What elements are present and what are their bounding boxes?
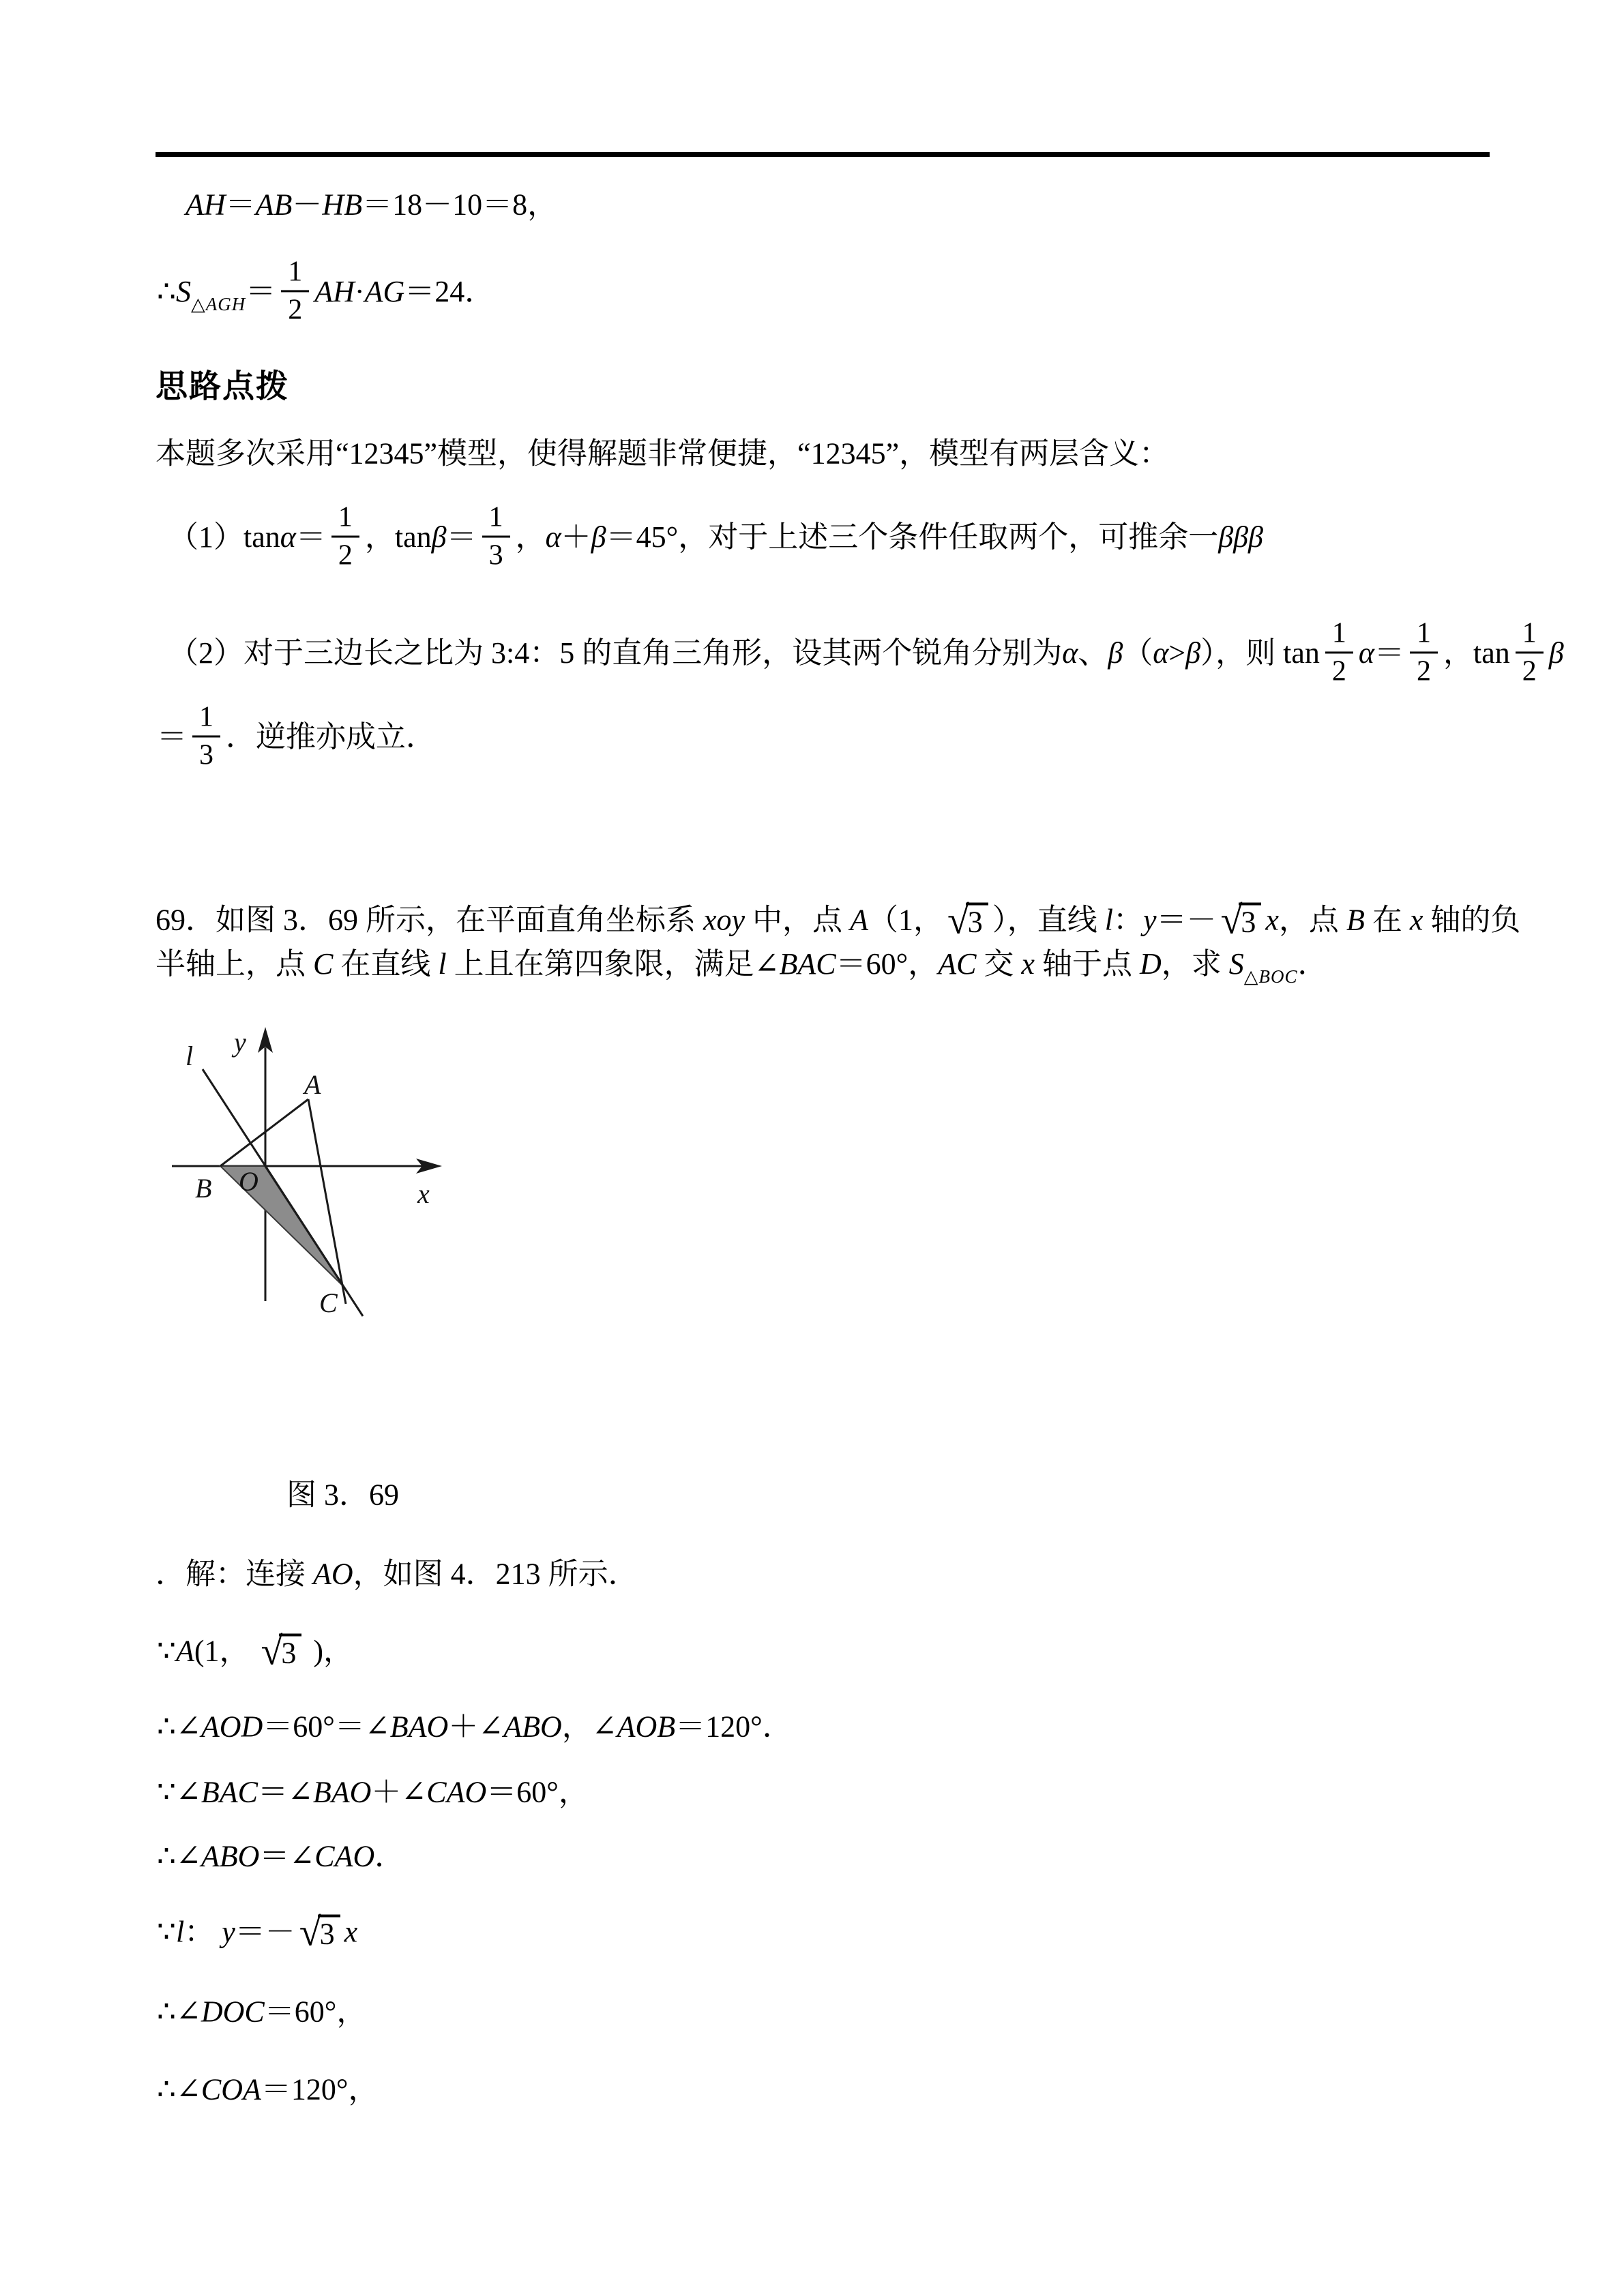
label-point-a: A (304, 1069, 321, 1100)
math-run: ＋∠ (448, 1710, 504, 1744)
math-run: 69．如图 3．69 所示，在平面直角坐标系 (156, 903, 703, 937)
math-run: ， (515, 520, 546, 554)
line-l (203, 1069, 363, 1316)
sqrt-icon: √ (947, 897, 969, 942)
solution-line-angle-aod (157, 1708, 793, 1746)
math-run: COA (201, 2072, 261, 2106)
label-point-c: C (319, 1287, 338, 1318)
fraction-numerator: 1 (482, 501, 510, 537)
math-run: 轴的负 (1423, 903, 1521, 937)
paragraph-model-intro: 本题多次采用“12345”模型，使得解题非常便捷，“12345”，模型有两层含义： (156, 436, 1170, 471)
fraction-denominator: 3 (488, 539, 503, 571)
math-run: y (1143, 903, 1157, 937)
math-run: ABO (503, 1710, 562, 1744)
math-run: β (1108, 636, 1123, 670)
math-run: x (344, 1915, 358, 1949)
math-run: （1） (168, 520, 243, 554)
math-run: A (176, 1634, 194, 1668)
math-run: B (1346, 903, 1365, 937)
fraction (331, 501, 359, 571)
math-run: α (545, 520, 561, 554)
math-run: ，对于上述三个条件任取两个，可推余一 (678, 520, 1219, 554)
math-run: ＝ (246, 275, 276, 309)
math-run: ＝120°． (675, 1710, 793, 1744)
math-run: ，点 (1278, 903, 1346, 937)
math-run: BAC (779, 947, 836, 981)
subscript: △AGH (191, 294, 246, 315)
formula-area-agh (157, 256, 495, 329)
label-line-l: l (186, 1041, 194, 1071)
math-run: x (1265, 903, 1279, 937)
sqrt-icon: √ (299, 1909, 321, 1954)
math-run: AB (255, 188, 293, 222)
math-run: ＝60°＝∠ (263, 1710, 390, 1744)
math-run: ∵ (157, 1634, 176, 1668)
math-run: ABO (201, 1839, 260, 1873)
math-run: ∴∠ (157, 2072, 201, 2106)
math-run: x (1021, 947, 1035, 981)
math-run: )， (306, 1634, 354, 1668)
math-run: β (1548, 636, 1564, 670)
math-run: 在直线 (333, 947, 439, 981)
math-run: ∴∠ (157, 1839, 201, 1873)
math-run: · (354, 275, 365, 309)
math-run: ），直线 (992, 903, 1105, 937)
math-run: ＝18－10＝8， (362, 188, 558, 222)
math-run: α (280, 520, 296, 554)
solution-line-angle-doc (157, 1993, 366, 2031)
math-run: ， (1443, 636, 1473, 670)
figure-3-69-canvas (157, 1015, 477, 1320)
math-run: S (176, 275, 191, 309)
math-run: ＝60°， (486, 1775, 589, 1809)
math-run: ＝∠ (259, 1839, 315, 1873)
math-run: α (1358, 636, 1374, 670)
label-origin-o: O (239, 1166, 259, 1197)
math-run: tan (1283, 636, 1320, 670)
sqrt-radicand: 3 (966, 902, 988, 940)
fraction-denominator: 2 (1522, 655, 1537, 687)
fraction (482, 501, 510, 571)
list-item-1 (168, 501, 1263, 575)
fraction-numerator: 1 (192, 701, 220, 737)
math-run: y (222, 1915, 235, 1949)
top-rule (156, 152, 1490, 157)
fraction-denominator: 2 (1417, 655, 1431, 687)
math-run: AO (313, 1557, 353, 1591)
fraction (1410, 617, 1438, 687)
math-run: HB (322, 188, 363, 222)
math-run: 半轴上，点 (156, 947, 313, 981)
list-item-2-continued (157, 701, 436, 775)
fraction-denominator: 3 (199, 739, 213, 771)
math-run: A (850, 903, 868, 937)
fraction-numerator: 1 (1410, 617, 1438, 653)
math-run: l (176, 1915, 185, 1949)
fraction-numerator: 1 (331, 501, 359, 537)
math-run: ＝ (1374, 636, 1404, 670)
math-run: ： (184, 1915, 222, 1949)
figure-caption: 图 3．69 (286, 1478, 399, 1512)
math-run: ＝－ (235, 1915, 295, 1949)
math-run: ，如图 4．213 所示． (353, 1557, 638, 1591)
math-run: ＝24． (404, 275, 495, 309)
math-run: β (431, 520, 447, 554)
math-run: ， (364, 520, 395, 554)
math-run: > (1168, 636, 1186, 670)
section-heading: 思路点拨 (156, 369, 289, 405)
math-run: ， (908, 947, 939, 981)
math-run: ＝60° (836, 947, 909, 981)
math-run: ．逆推亦成立． (226, 720, 436, 754)
math-run: x (1409, 903, 1423, 937)
math-run: AC (938, 947, 977, 981)
fraction-denominator: 2 (338, 539, 353, 571)
math-run: AOB (617, 1710, 676, 1744)
math-run: β (1185, 636, 1201, 670)
math-run: BAO (312, 1775, 372, 1809)
math-run: ， (561, 1710, 592, 1744)
math-run: ），则 (1200, 636, 1284, 670)
math-run: 在 (1364, 903, 1410, 937)
math-run: BAO (389, 1710, 449, 1744)
solution-line-connect-ao (156, 1555, 638, 1593)
math-run: 、 (1078, 636, 1108, 670)
math-run: ＝－ (1156, 903, 1217, 937)
math-run: 上且在第四象限，满足∠ (446, 947, 780, 981)
sqrt-expression (299, 1909, 340, 1954)
solution-line-angle-bac (157, 1774, 589, 1811)
math-run: ＝ (225, 188, 256, 222)
math-run: tan (1473, 636, 1510, 670)
math-run: ＝ (295, 520, 326, 554)
math-run: ： (1113, 903, 1144, 937)
math-run: ＝ (157, 720, 187, 754)
problem-69-line-2 (156, 945, 1328, 989)
math-run: 轴于点 (1034, 947, 1140, 981)
math-run: ＋ (561, 520, 591, 554)
math-run: AH (186, 188, 226, 222)
math-run: ＝∠ (257, 1775, 313, 1809)
fraction-denominator: 2 (288, 294, 303, 326)
math-run: ＝60°， (264, 1995, 367, 2029)
math-run: ∠ (591, 1710, 617, 1744)
math-run: D (1139, 947, 1162, 981)
math-run: (1， (194, 1634, 257, 1668)
math-run: α (1062, 636, 1078, 670)
math-run: AOD (201, 1710, 263, 1744)
math-run: CAO (426, 1775, 487, 1809)
sqrt-icon: √ (1220, 897, 1243, 942)
sqrt-expression (1220, 897, 1262, 942)
math-run: （ (1123, 636, 1153, 670)
sqrt-expression (947, 897, 988, 942)
math-run: ．解：连接 (156, 1557, 313, 1591)
label-y-axis: y (234, 1027, 246, 1058)
formula-ah-equals (186, 186, 557, 224)
label-x-axis: x (417, 1178, 430, 1209)
math-run: ． (374, 1839, 405, 1873)
fraction-numerator: 1 (1516, 617, 1544, 653)
math-run: C (313, 947, 334, 981)
math-run: ，求 (1161, 947, 1229, 981)
math-run: βββ (1218, 520, 1263, 554)
solution-line-angle-abo (157, 1838, 404, 1875)
sqrt-expression (261, 1628, 302, 1673)
fraction (1516, 617, 1544, 687)
fraction-numerator: 1 (1325, 617, 1353, 653)
math-run: tan (243, 520, 280, 554)
solution-line-line-l-eq (157, 1909, 358, 1955)
math-run: ． (1297, 947, 1328, 981)
math-run: xoy (703, 903, 745, 937)
math-run: ∴ (157, 275, 176, 309)
math-run: ＋∠ (371, 1775, 427, 1809)
math-run: ＝120°， (261, 2072, 379, 2106)
fraction (281, 256, 309, 326)
math-run: CAO (314, 1839, 375, 1873)
solution-line-point-a (157, 1628, 354, 1674)
sqrt-radicand: 3 (279, 1633, 301, 1671)
segment-ac (308, 1099, 346, 1304)
math-run: ∵ (157, 1915, 176, 1949)
math-run: ∵∠ (157, 1775, 201, 1809)
math-run: － (292, 188, 323, 222)
sqrt-radicand: 3 (318, 1914, 340, 1952)
fraction (1325, 617, 1353, 687)
math-run: l (438, 947, 447, 981)
math-run: S (1228, 947, 1244, 981)
math-run: AH (314, 275, 355, 309)
math-run: ∴∠ (157, 1995, 201, 2029)
fraction-denominator: 2 (1331, 655, 1346, 687)
label-point-b: B (195, 1173, 212, 1204)
fraction-numerator: 1 (281, 256, 309, 292)
list-item-2 (168, 617, 1564, 691)
sqrt-icon: √ (261, 1628, 283, 1673)
solution-line-angle-coa (157, 2071, 378, 2108)
math-run: ＝45° (606, 520, 679, 554)
math-run: （2）对于三边长之比为 3:4：5 的直角三角形，设其两个锐角分别为 (168, 636, 1063, 670)
sqrt-radicand: 3 (1239, 902, 1261, 940)
math-run: tan (394, 520, 432, 554)
math-run: 交 (976, 947, 1022, 981)
math-run: ∴∠ (157, 1710, 201, 1744)
math-run: BAC (201, 1775, 258, 1809)
problem-69-line-1 (156, 897, 1521, 943)
math-run: l (1104, 903, 1114, 937)
math-run: （1， (868, 903, 943, 937)
math-run: ＝ (446, 520, 477, 554)
math-run: β (591, 520, 606, 554)
subscript: △BOC (1243, 966, 1298, 987)
math-run: α (1153, 636, 1169, 670)
fraction (192, 701, 220, 771)
math-run: DOC (201, 1995, 265, 2029)
math-run: 中，点 (745, 903, 851, 937)
math-run: AG (364, 275, 405, 309)
